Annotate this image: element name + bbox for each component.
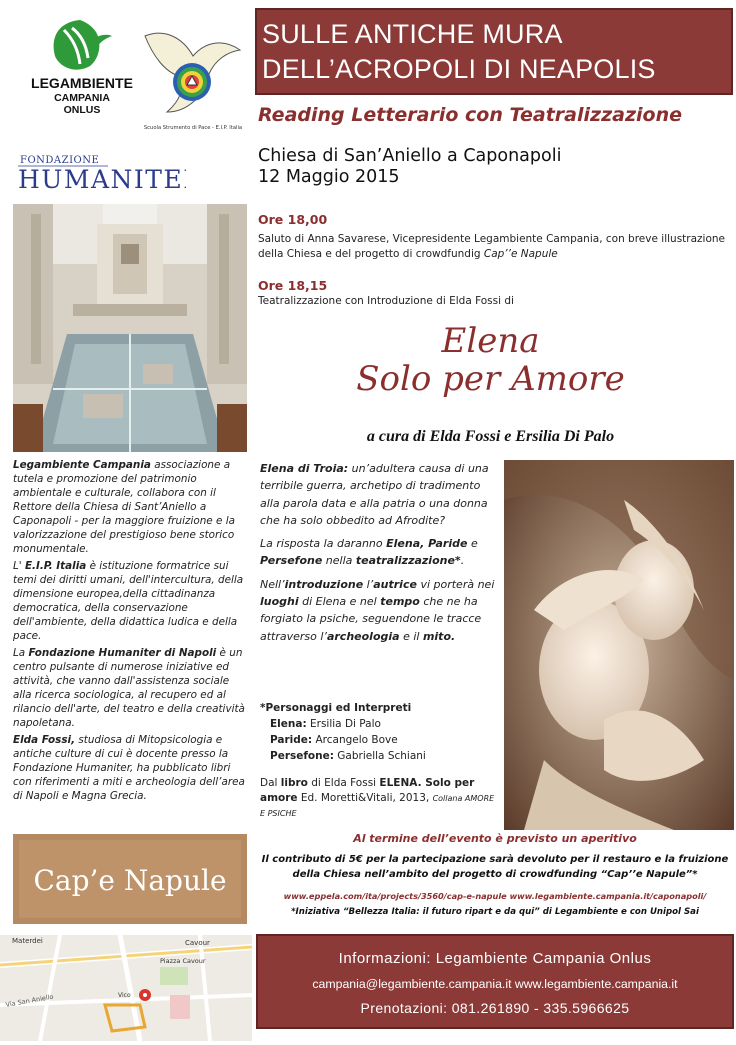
c2d: Persefone [260,554,323,568]
cap-e-napule-logo-text: Cap’e Napule [33,864,227,897]
info-contacts[interactable]: campania@legambiente.campania.it www.legambiente.campania.it [312,977,678,991]
map-label-materdei: Materdei [12,937,43,945]
left-paragraph-1 [13,458,249,556]
left-p1-text: associazione a tutela e promozione del patrimonio ambientale e culturale, collabora con il Rettore della Chiesa di Sant’Aniello a Caponapoli - per la maggiore fruizione e la valorizzazione del prestigioso bene storico monumentale. [13,459,235,555]
event-venue: Chiesa di San’Aniello a Caponapoli [258,146,562,166]
time-slot-2: Ore 18,15 [258,278,328,293]
book-a: Dal [260,777,281,789]
map-label-via: Via San Aniello [4,992,55,1009]
c2e: nella [322,554,356,568]
c2f: teatralizzazione* [355,554,461,568]
legambiente-onlus: ONLUS [63,104,101,116]
book-reference [260,776,500,821]
map-label-cavour: Cavour [185,939,210,947]
cast-actor: Ersilia Di Palo [310,718,381,730]
left-paragraph-4 [13,733,249,803]
cast-role: Paride: [270,734,313,746]
program-text-1 [258,232,728,262]
map-label-piazza: Piazza Cavour [160,957,206,965]
left-p1-bold: Legambiente Campania [13,459,151,471]
left-p4-text: studiosa di Mitopsicologia e antiche culture di cui è docente presso la Fondazione Humaniter, ha pubblicato libri con riferimenti a miti e archeologia dell’area di Napoli e Magna Grecia. [13,734,245,802]
c3c: l’ [363,577,374,591]
cap-e-napule-banner [13,834,247,924]
c3j: archeologia [326,629,400,643]
legambiente-name: LEGAMBIENTE [31,75,133,91]
left-p3-pre: La [13,647,29,659]
book-c: di Elda Fossi [307,777,380,789]
cast-title: *Personaggi ed Interpreti [260,702,412,714]
initiative-note: *Iniziativa “Bellezza Italia: il futuro ripart e da qui” di Legambiente e con Unipol Sai [291,907,699,917]
c3b: introduzione [284,577,364,591]
c3f: luoghi [260,595,299,609]
contribution-line-2: della Chiesa nell’ambito del progetto di crowdfunding “Cap’’e Napule”* [292,869,698,880]
info-heading: Informazioni: Legambiente Campania Onlus [338,950,652,967]
cast-actor: Arcangelo Bove [315,734,398,746]
church-interior-photo [13,204,247,452]
left-p2-text: è istituzione formatrice sui temi dei diritti umani, dell'intercultura, della dimensione europea,della cittadinanza democratica, della conservazione dell'ambiente, della didattica ludica e della pace. [13,560,244,642]
humaniter-main: HUMANITER [18,165,186,194]
show-title-line-1: Elena [441,321,540,361]
contribution-note [256,852,734,882]
c3a: Nell’ [260,577,285,591]
center-paragraph-3 [260,576,500,645]
c2a: La risposta la daranno [260,537,387,551]
left-p2-pre: L' [13,560,25,572]
program-text-1a: Saluto di Anna Savarese, Vicepresidente Legambiente Campania, con breve illustrazione della Chiesa e del progetto di crowdfundig [258,233,725,260]
c3g: di Elena e nel [298,595,381,609]
crowdfunding-links[interactable]: www.eppela.com/ita/projects/3560/cap-e-napule www.legambiente.campania.it/caponapoli/ [283,891,707,901]
show-title-line-2: Solo per Amore [356,359,625,399]
info-booking: Prenotazioni: 081.261890 - 335.5966625 [360,1000,630,1016]
c3e: vi porterà nei [416,577,495,591]
center-paragraph-1 [260,460,500,529]
time-slot-1: Ore 18,00 [258,212,328,227]
left-p3-text: è un centro pulsante di numerose iniziative ed attività, che vanno dall'assistenza sociale alla ricerca sociologica, al recupero ed al rilancio dell'arte, del teatro e della creatività napoletana. [13,647,245,729]
book-title: ELENA. Solo per amore [260,777,475,804]
book-series: Collana AMORE E PSICHE [260,794,495,818]
cast-role: Elena: [270,718,307,730]
program-text-1b: Cap’’e Napule [483,248,558,260]
book-b: libro [280,777,308,789]
peace-caption: Scuola Strumento di Pace - E.I.P. Italia [143,125,243,131]
leaf-bird-icon [54,20,112,70]
c2c: e [467,537,478,551]
left-p4-bold: Elda Fossi, [13,734,76,746]
c3d: autrice [373,577,417,591]
map-label-vico: Vico [118,992,131,999]
left-paragraph-3 [13,646,249,730]
c2b: Elena, Paride [386,537,468,551]
cast-role: Persefone: [270,750,334,762]
c2g: . [460,554,465,568]
center-column-text [260,460,500,651]
c3i: che ne ha forgiato la psiche, seguendone le tracce attraverso l’ [260,595,482,643]
eip-peace-logo [135,16,250,134]
humaniter-logo [16,152,186,197]
c3k: e il [399,629,423,643]
cast-actor: Gabriella Schiani [337,750,426,762]
cast-list [260,700,500,764]
humaniter-top: FONDAZIONE [20,155,100,166]
aperitivo-note: Al termine dell’evento è previsto un aperitivo [353,832,637,845]
cast-row [260,716,500,732]
title-line-2: DELL’ACROPOLI DI NEAPOLIS [262,54,656,84]
book-publisher: Ed. Moretti&Vitali, 2013, [297,792,433,804]
program-text-2: Teatralizzazione con Introduzione di Elda Fossi di [258,295,514,307]
title-line-1: SULLE ANTICHE MURA [262,19,563,49]
title-banner [255,8,733,95]
center-paragraph-2 [260,535,500,570]
c3l: mito. [422,629,456,643]
cast-row [260,748,500,764]
info-box [256,934,734,1029]
location-map[interactable] [0,935,252,1041]
center-c1-text: un’adultera causa di una terribile guerra, archetipo di tradimento alla parola data e alla patria o una donna che ha solo obbedito ad Afrodite? [260,462,489,527]
center-c1-bold: Elena di Troia: [260,462,349,475]
event-subtitle: Reading Letterario con Teatralizzazione [258,104,682,126]
c3h: tempo [380,595,420,609]
left-column-text [13,458,249,806]
legambiente-region: CAMPANIA [54,92,110,104]
event-date: 12 Maggio 2015 [258,167,400,187]
curators: a cura di Elda Fossi e Ersilia Di Palo [366,428,615,445]
contribution-line-1: Il contributo di 5€ per la partecipazione sarà devoluto per il restauro e la fruizione [261,854,729,865]
left-paragraph-2 [13,559,249,643]
cast-row [260,732,500,748]
show-title [258,322,723,398]
legambiente-logo [20,16,145,116]
left-p2-bold: E.I.P. Italia [24,560,87,572]
left-p3-bold: Fondazione Humaniter di Napoli [28,647,217,659]
peace-dove-icon [145,33,240,112]
statue-photo [504,460,734,830]
